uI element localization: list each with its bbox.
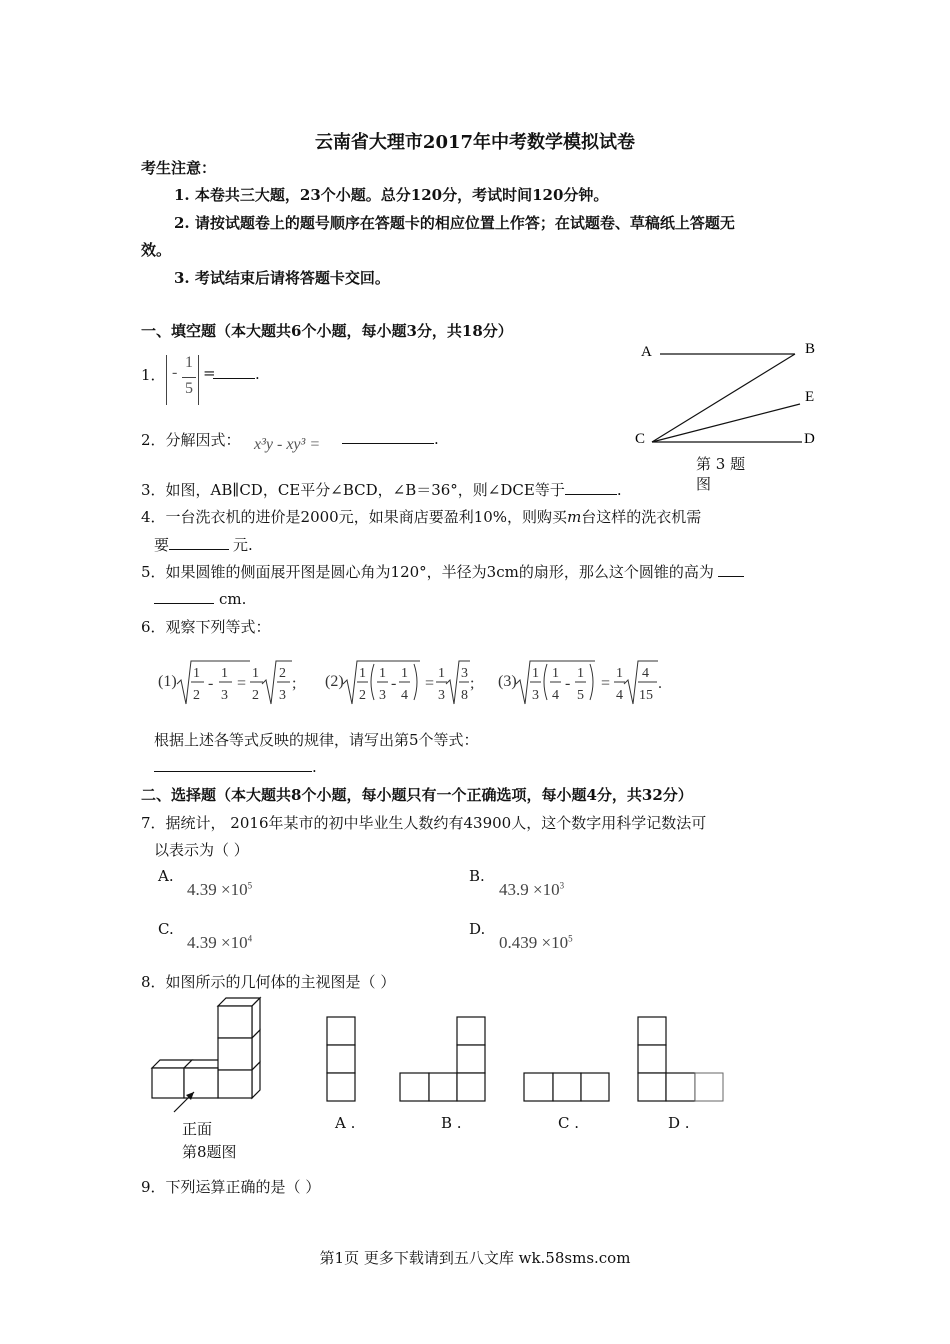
q8-text: 8．如图所示的几何体的主视图是（ ） <box>141 973 396 991</box>
cube-front-face <box>152 1068 184 1098</box>
frac-num: 1 <box>438 666 445 681</box>
point-label: C <box>635 431 646 447</box>
q3-end: . <box>616 481 622 499</box>
q4-unit: 元. <box>233 536 253 554</box>
option-value: $4.39 \times 10^5$ <box>187 880 253 899</box>
q4-text: 台这样的洗衣机需 <box>581 508 702 526</box>
q8-option-a-view[interactable] <box>326 1016 356 1102</box>
frac-num: 1 <box>252 666 259 681</box>
answer-blank[interactable] <box>154 757 312 772</box>
option-label[interactable]: C. <box>158 920 174 938</box>
figure-3-caption: 图 <box>696 475 712 493</box>
section1-heading: 一、填空题（本大题共6个小题，每小题3分，共18分） <box>141 322 513 340</box>
frac-num: 1 <box>359 666 366 681</box>
abs-bar-right <box>198 355 201 405</box>
cube-front-face <box>184 1068 218 1098</box>
point-label: D <box>804 431 815 447</box>
separator: ; <box>292 675 297 692</box>
q9-text: 9．下列运算正确的是（ ） <box>141 1178 321 1196</box>
figure-3-caption: 第 3 题 <box>696 455 746 473</box>
frac-num: 2 <box>279 666 286 681</box>
separator: ; <box>470 675 475 692</box>
frac-den: 3 <box>279 688 286 703</box>
q5-text: 5．如果圆锥的侧面展开图是圆心角为120°，半径为3cm的扇形，那么这个圆锥的高为 <box>141 563 714 581</box>
minus: - <box>208 675 214 692</box>
abs-bar-left <box>166 355 169 405</box>
frac-den: 3 <box>438 688 445 703</box>
answer-blank[interactable] <box>718 562 744 577</box>
q7-text: 以表示为（ ） <box>154 841 249 859</box>
q2-text: 2．分解因式： <box>141 431 241 449</box>
equals: = <box>425 675 435 692</box>
frac-num: 1 <box>379 666 386 681</box>
q8-3d-figure <box>148 994 278 1134</box>
paren-right <box>590 664 593 700</box>
q8-option-d-view[interactable] <box>637 1016 725 1102</box>
cube-front-face <box>218 1006 252 1038</box>
minus: - <box>391 675 397 692</box>
option-label[interactable]: B. <box>469 867 485 885</box>
answer-blank[interactable] <box>154 589 214 604</box>
notice-item: 3. 考试结束后请将答题卡交回。 <box>174 269 390 287</box>
answer-blank[interactable] <box>565 480 617 495</box>
eq-label: (3) <box>498 673 517 690</box>
q6-text: 6．观察下列等式： <box>141 618 271 636</box>
option-value: $4.39 \times 10^4$ <box>187 933 253 952</box>
q4-text: 要 <box>154 536 170 554</box>
q1-equals: = <box>203 364 216 382</box>
separator: . <box>658 675 662 692</box>
frac-num: 4 <box>642 666 649 681</box>
frac-den: 8 <box>461 688 468 703</box>
figure-8-caption: 第8题图 <box>182 1143 237 1161</box>
notice-heading: 考生注意： <box>141 159 217 177</box>
frac-num: 3 <box>461 666 468 681</box>
cube-front-face <box>218 1070 252 1098</box>
q4-text: 4．一台洗衣机的进价是2000元，如果商店要盈利10%，则购买 <box>141 508 568 526</box>
frac-den: 4 <box>552 688 559 703</box>
q2-expression: x³y - xy³ = <box>254 436 321 453</box>
frac-den: 5 <box>577 688 584 703</box>
answer-blank[interactable] <box>169 535 229 550</box>
q8-option-c-view[interactable] <box>523 1072 611 1102</box>
paren-left <box>544 664 547 700</box>
q8-option-b-view[interactable] <box>399 1016 487 1102</box>
option-value: $43.9 \times 10^3$ <box>499 880 565 899</box>
option-label[interactable]: D. <box>469 920 486 938</box>
frac-num: 1 <box>577 666 584 681</box>
frac-num: 1 <box>532 666 539 681</box>
q1-fraction-bar <box>182 377 196 378</box>
paren-right <box>414 664 417 700</box>
q6-equations <box>150 652 690 712</box>
line-cb <box>652 354 795 442</box>
q5-unit: cm. <box>219 590 247 608</box>
frac-den: 3 <box>221 688 228 703</box>
option-label[interactable]: A. <box>158 867 174 885</box>
q1-end: . <box>255 365 260 383</box>
option-label[interactable]: B . <box>441 1114 462 1132</box>
option-value: $0.439 \times 10^5$ <box>499 933 573 952</box>
front-label: 正面 <box>182 1120 213 1138</box>
frac-num: 1 <box>616 666 623 681</box>
page-title: 云南省大理市2017年中考数学模拟试卷 <box>314 132 636 153</box>
q1-number: 1． <box>141 366 166 384</box>
q1-denominator: 5 <box>185 380 193 397</box>
frac-den: 2 <box>193 688 200 703</box>
frac-den: 2 <box>252 688 259 703</box>
q7-text: 7．据统计， 2016年某市的初中毕业生人数约有43900人，这个数字用科学记数法可 <box>141 814 707 832</box>
frac-num: 1 <box>552 666 559 681</box>
frac-den: 3 <box>532 688 539 703</box>
q3-text: 3．如图，AB∥CD，CE平分∠BCD，∠B＝36°，则∠DCE等于 <box>141 481 565 499</box>
notice-item: 效。 <box>141 241 172 259</box>
eq-label: (1) <box>158 673 177 690</box>
option-label[interactable]: C . <box>558 1114 580 1132</box>
frac-num: 1 <box>221 666 228 681</box>
q6-end: . <box>312 758 317 776</box>
point-label: B <box>805 341 816 357</box>
minus: - <box>565 675 571 692</box>
q1-minus: - <box>172 364 178 381</box>
frac-den: 4 <box>616 688 623 703</box>
frac-den: 4 <box>401 688 408 703</box>
q6-rule: 根据上述各等式反映的规律，请写出第5个等式： <box>154 731 479 749</box>
point-label: A <box>641 344 652 360</box>
line-ce <box>652 404 800 442</box>
equals: = <box>601 675 611 692</box>
q2-end: . <box>434 430 439 448</box>
equals: = <box>237 675 247 692</box>
q4-variable: m <box>567 508 582 526</box>
answer-blank[interactable] <box>342 429 434 444</box>
paren-left <box>371 664 374 700</box>
option-label[interactable]: D . <box>668 1114 690 1132</box>
page-footer: 第1页 更多下载请到五八文库 wk.58sms.com <box>319 1249 631 1267</box>
frac-num: 1 <box>401 666 408 681</box>
option-label[interactable]: A . <box>335 1114 356 1132</box>
section2-heading: 二、选择题（本大题共8个小题，每小题只有一个正确选项，每小题4分，共32分） <box>141 786 693 804</box>
answer-blank[interactable] <box>213 364 255 379</box>
q1-numerator: 1 <box>185 354 193 371</box>
frac-den: 15 <box>639 688 653 703</box>
frac-den: 3 <box>379 688 386 703</box>
cube-front-face <box>218 1038 252 1070</box>
notice-item: 2. 请按试题卷上的题号顺序在答题卡的相应位置上作答；在试题卷、草稿纸上答题无 <box>174 214 735 232</box>
notice-item: 1. 本卷共三大题，23个小题。总分120分，考试时间120分钟。 <box>174 186 609 204</box>
eq-label: (2) <box>325 673 344 690</box>
frac-den: 2 <box>359 688 366 703</box>
frac-num: 1 <box>193 666 200 681</box>
point-label: E <box>805 389 815 405</box>
